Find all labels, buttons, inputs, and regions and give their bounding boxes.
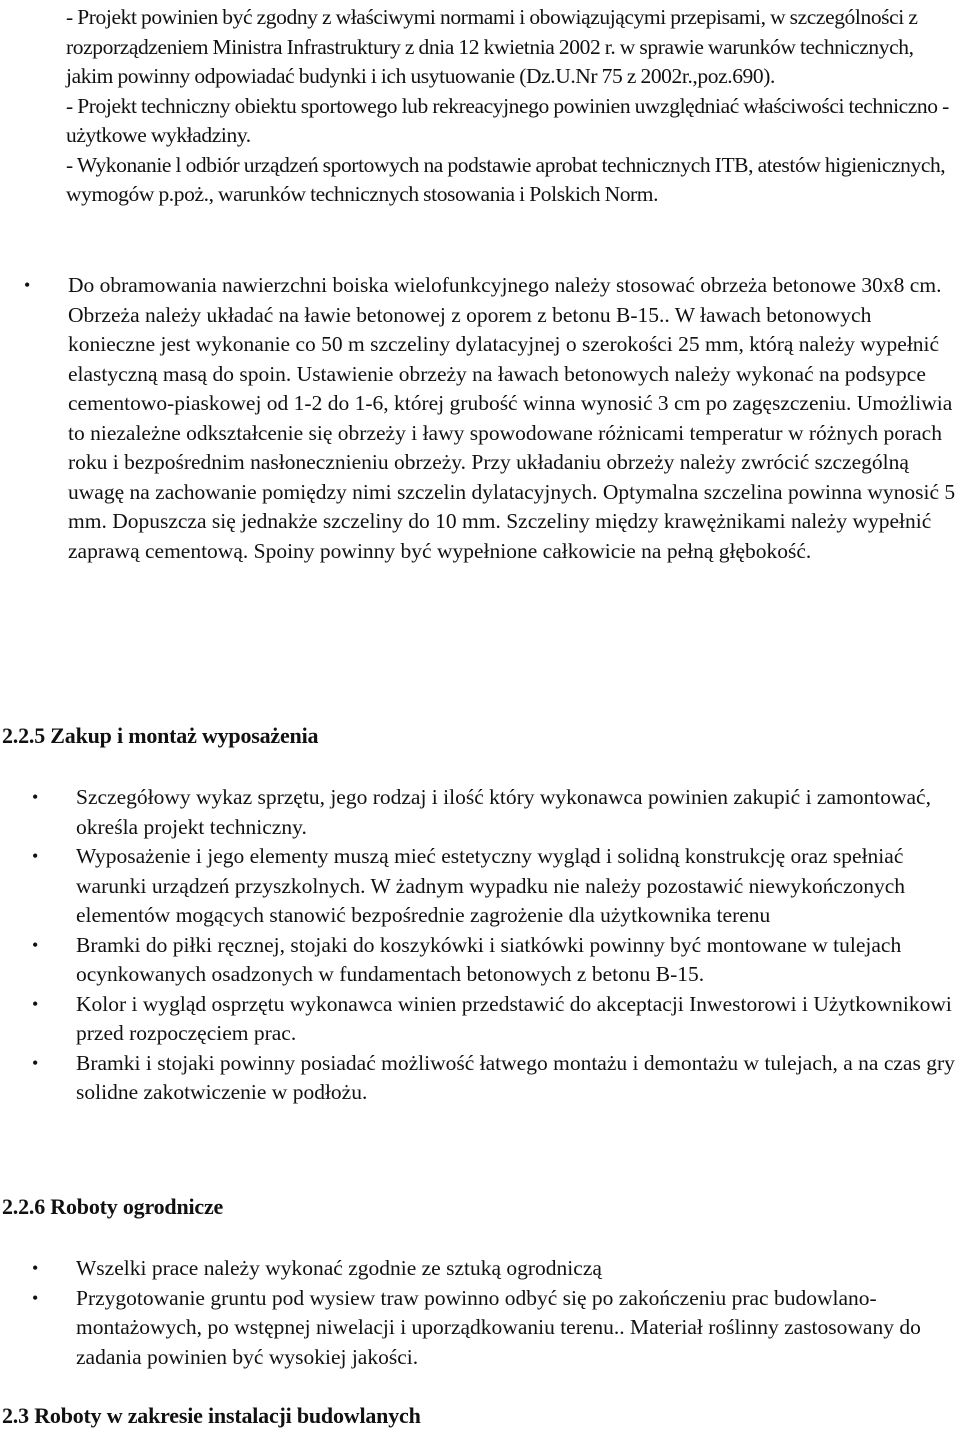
equipment-item-text: Szczegółowy wykaz sprzętu, jego rodzaj i ilość który wykonawca powinien zakupić i zamontować, określa projekt techniczny.	[76, 785, 931, 839]
equipment-item-text: Bramki i stojaki powinny posiadać możliwość łatwego montażu i demontażu w tulejach, a na czas gry solidne zakotwiczenie w podłożu.	[76, 1050, 955, 1104]
intro-requirements	[66, 3, 960, 210]
bullet-icon: •	[32, 1258, 39, 1278]
list-item	[32, 1284, 958, 1373]
bullet-icon: •	[32, 993, 39, 1014]
section-heading-225: 2.2.5 Zakup i montaż wyposażenia	[2, 723, 319, 748]
bullet-icon: •	[32, 787, 39, 807]
bullet-icon: •	[24, 275, 31, 295]
list-item	[32, 842, 958, 931]
gardening-item-text: Przygotowanie gruntu pod wysiew traw powinno odbyć się po zakończeniu prac budowlano-montażowych, po wstępnej niwelacji i uporządkowaniu terenu.. Materiał roślinny zastosowany do zadania powinien być wysokiej jakości.	[76, 1285, 921, 1369]
bullet-icon: •	[32, 1052, 39, 1073]
equipment-item-text: Wyposażenie i jego elementy muszą mieć estetyczny wygląd i solidną konstrukcję oraz spełniać warunki urządzeń przyszkolnych. W żadnym wypadku nie należy pozostawić niewykończonych elementów mogących stanowić bezpośrednie zagrożenie dla użytkownika terenu	[76, 844, 906, 927]
list-item	[24, 271, 956, 566]
intro-line-approvals: - Wykonanie l odbiór urządzeń sportowych na podstawie aprobat technicznych ITB, atestów higienicznych, wymogów p.poż., warunków technicznych stosowania i Polskich Norm.	[66, 152, 946, 206]
bullet-icon: •	[32, 846, 39, 866]
section-heading-23: 2.3 Roboty w zakresie instalacji budowlanych	[2, 1403, 421, 1428]
kerb-text: Do obramowania nawierzchni boiska wielofunkcyjnego należy stosować obrzeża betonowe 30x8 cm. Obrzeża należy układać na ławie betonowej z oporem z betonu B-15.. W ławach betonowych konieczne jest wykonanie co 50 m szczeliny dylatacyjnej o szerokości 25 mm, którą należy wypełnić elastyczną masą do spoin. Ustawienie obrzeży na ławach betonowych należy wykonać na podsypce cementowo-piaskowej od 1-2 do 1-6, której grubość winna wynosić 3 cm po zagęszczeniu. Umożliwia to niezależne odkształcenie się obrzeży i ławy spowodowane różnicami temperatur w różnych porach roku i bezpośrednim nasłonecznieniu obrzeży. Przy układaniu obrzeży należy zwrócić szczególną uwagę na zachowanie pomiędzy nimi szczelin dylatacyjnych. Optymalna szczelina powinna wynosić 5 mm. Dopuszcza się jednakże szczeliny do 10 mm. Szczeliny między krawężnikami należy wypełnić zaprawą cementową. Spoiny powinny być wypełnione całkowicie na pełną głębokość.	[68, 273, 956, 563]
bullet-icon: •	[32, 934, 39, 955]
kerb-bullet-list	[24, 271, 956, 566]
equipment-bullet-list	[32, 783, 958, 1108]
gardening-bullet-list	[32, 1254, 958, 1372]
list-item	[32, 1254, 958, 1284]
equipment-item-text: Bramki do piłki ręcznej, stojaki do koszykówki i siatkówki powinny być montowane w tulejach ocynkowanych osadzonych w fundamentach betonowych z betonu B-15.	[76, 932, 902, 986]
equipment-item-text: Kolor i wygląd osprzętu wykonawca winien przedstawić do akceptacji Inwestorowi i Użytkownikowi przed rozpoczęciem prac.	[76, 991, 952, 1045]
intro-line-surface: - Projekt techniczny obiektu sportowego lub rekreacyjnego powinien uwzględniać właściwości techniczno - użytkowe wykładziny.	[66, 93, 949, 147]
section-heading-226: 2.2.6 Roboty ogrodnicze	[2, 1194, 224, 1219]
list-item	[32, 1049, 958, 1108]
intro-line-standards: - Projekt powinien być zgodny z właściwymi normami i obowiązującymi przepisami, w szczególności z rozporządzeniem Ministra Infrastruktury z dnia 12 kwietnia 2002 r. w sprawie warunków technicznych, jakim powinny odpowiadać budynki i ich usytuowanie (Dz.U.Nr 75 z 2002r.,poz.690).	[66, 5, 918, 88]
list-item	[32, 783, 958, 842]
list-item	[32, 990, 958, 1049]
list-item	[32, 931, 958, 990]
bullet-icon: •	[32, 1287, 39, 1308]
gardening-item-text: Wszelki prace należy wykonać zgodnie ze sztuką ogrodniczą	[76, 1256, 602, 1280]
